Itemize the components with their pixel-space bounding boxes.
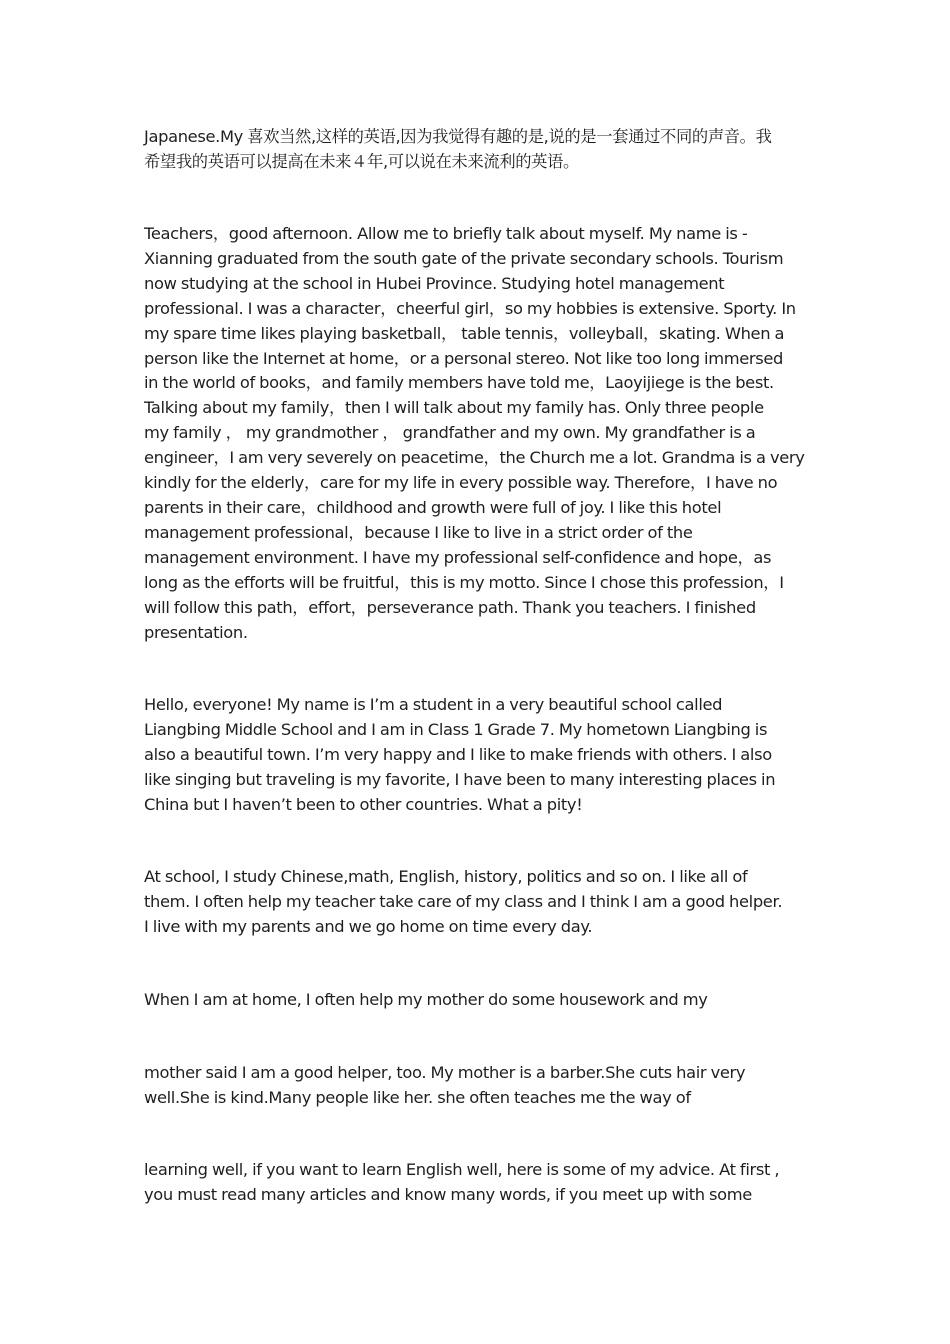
text-line: also a beautiful town. I’m very happy and I like to make friends with others. I also [144,744,772,764]
text-line: Liangbing Middle School and I am in Class 1 Grade 7. My hometown Liangbing is [144,719,768,739]
text-line: Hello, everyone! My name is I’m a student in a very beautiful school called [144,695,723,714]
text-line: long as the efforts will be fruitful，this is my motto. Since I chose this profession，I [144,572,784,592]
text-line: Japanese.My 喜欢当然,这样的英语,因为我觉得有趣的是,说的是一套通过不同的声音。我 [144,127,772,146]
paragraph-5 [144,988,810,1013]
text-line: When I am at home, I often help my mother do some housework and my [144,990,708,1009]
text-line: Teachers，good afternoon. Allow me to briefly talk about myself. My name is - [144,224,748,243]
text-line: now studying at the school in Hubei Province. Studying hotel management [144,273,725,293]
text-line: China but I haven’t been to other countries. What a pity! [144,794,583,814]
text-line: 希望我的英语可以提高在未来４年,可以说在未来流利的英语。 [144,151,579,171]
paragraph-2 [144,222,810,645]
text-line: will follow this path，effort，perseverance path. Thank you teachers. I finished [144,597,756,617]
text-line: management environment. I have my professional self-confidence and hope，as [144,547,772,567]
text-line: my family ， my grandmother ， grandfather and my own. My grandfather is a [144,423,756,443]
text-line: my spare time likes playing basketball， table tennis，volleyball，skating. When a [144,323,785,343]
paragraph-6 [144,1061,810,1111]
text-line: like singing but traveling is my favorite, I have been to many interesting places in [144,769,776,789]
text-line: person like the Internet at home，or a personal stereo. Not like too long immersed [144,348,784,368]
text-line: professional. I was a character，cheerful girl，so my hobbies is extensive. Sporty. In [144,298,796,318]
text-line: you must read many articles and know many words, if you meet up with some [144,1184,752,1204]
text-line: learning well, if you want to learn English well, here is some of my advice. At first , [144,1160,780,1179]
text-line: At school, I study Chinese,math, English, history, politics and so on. I like all of [144,867,748,886]
text-line: mother said I am a good helper, too. My mother is a barber.She cuts hair very [144,1063,746,1082]
text-line: presentation. [144,622,248,642]
paragraph-3 [144,693,810,818]
paragraph-1 [144,125,810,175]
text-line: kindly for the elderly，care for my life in every possible way. Therefore，I have no [144,473,778,493]
text-line: management professional，because I like to live in a strict order of the [144,522,693,542]
text-line: Talking about my family，then I will talk about my family has. Only three people [144,398,764,418]
text-line: them. I often help my teacher take care of my class and I think I am a good helper. [144,891,783,911]
paragraph-7 [144,1158,810,1208]
text-line: engineer，I am very severely on peacetime，the Church me a lot. Grandma is a very [144,448,805,468]
text-line: in the world of books，and family members have told me，Laoyijiege is the best. [144,373,774,393]
text-line: well.She is kind.Many people like her. she often teaches me the way of [144,1087,691,1107]
text-line: Xianning graduated from the south gate of the private secondary schools. Tourism [144,248,784,268]
text-line: parents in their care，childhood and growth were full of joy. I like this hotel [144,497,722,517]
text-line: I live with my parents and we go home on time every day. [144,916,593,936]
paragraph-4 [144,865,810,940]
